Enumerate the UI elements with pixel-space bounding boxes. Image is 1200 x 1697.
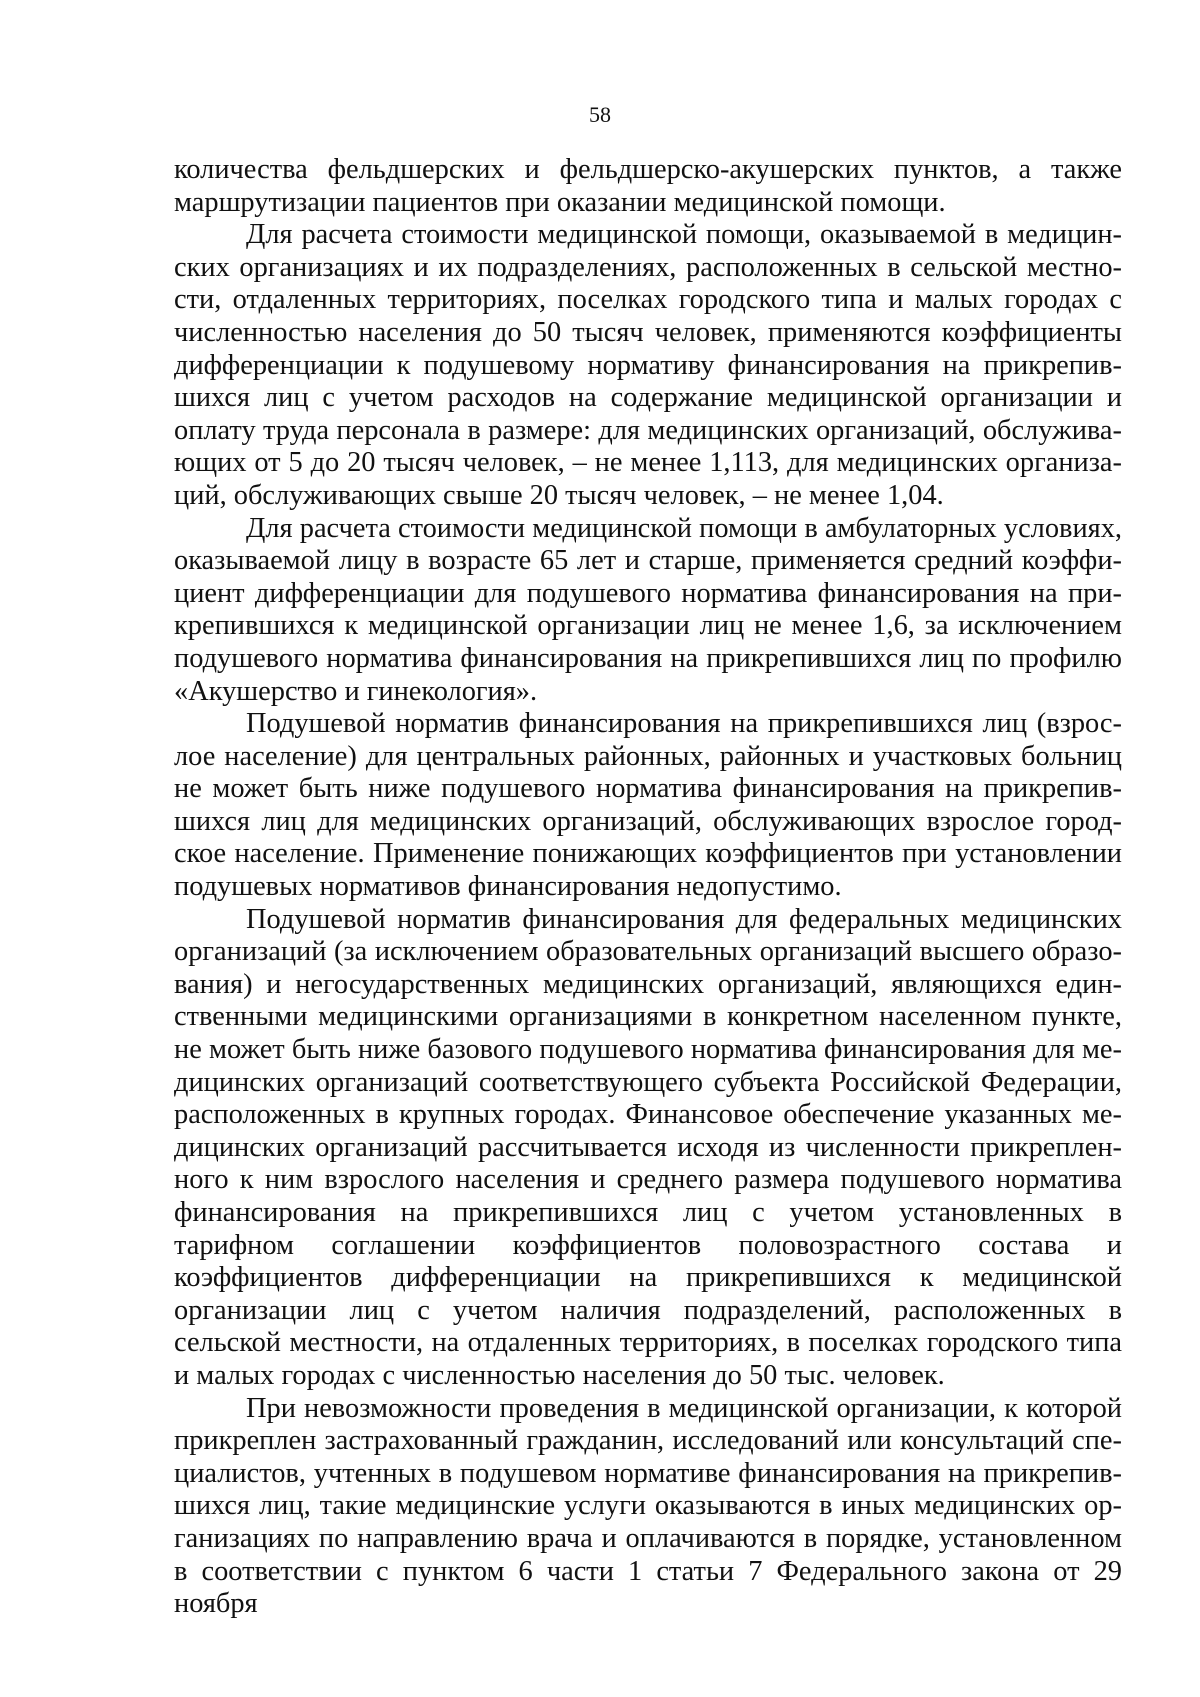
paragraph-4: Подушевой норматив финансирования на прикрепившихся лиц (взрослое население) для центральных районных, районных и участковых больниц не может быть ниже подушевого норматива финансирования на прикрепившихся лиц для медицинских организаций, обслуживающих взрослое городское население. Применение понижающих коэффициентов при установлении подушевых нормативов финансирования недопустимо. (174, 708, 1122, 903)
paragraph-6: При невозможности проведения в медицинской организации, к которой прикреплен застрахованный гражданин, исследований или консультаций специалистов, учтенных в подушевом нормативе финансирования на прикрепившихся лиц, такие медицинские услуги оказываются в иных медицинских организациях по направлению врача и оплачиваются в порядке, установленном в соответствии с пунктом 6 части 1 статьи 7 Федерального закона от 29 ноября (174, 1392, 1122, 1620)
paragraph-3: Для расчета стоимости медицинской помощи в амбулаторных условиях, оказываемой лицу в возрасте 65 лет и старше, применяется средний коэффициент дифференциации для подушевого норматива финансирования на прикрепившихся к медицинской организации лиц не менее 1,6, за исключением подушевого норматива финансирования на прикрепившихся лиц по профилю «Акушерство и гинекология». (174, 512, 1122, 707)
paragraph-2: Для расчета стоимости медицинской помощи, оказываемой в медицинских организациях и их подразделениях, расположенных в сельской местности, отдаленных территориях, поселках городского типа и малых городах с численностью населения до 50 тысяч человек, применяются коэффициенты дифференциации к подушевому нормативу финансирования на прикрепившихся лиц с учетом расходов на содержание медицинской организации и оплату труда персонала в размере: для медицинских организаций, обслуживающих от 5 до 20 тысяч человек, – не менее 1,113, для медицинских организаций, обслуживающих свыше 20 тысяч человек, – не менее 1,04. (174, 219, 1122, 511)
paragraph-1: количества фельдшерских и фельдшерско-акушерских пунктов, а также маршрутизации пациентов при оказании медицинской помощи. (174, 154, 1122, 218)
page-number: 58 (589, 102, 611, 127)
document-body (174, 154, 1122, 1621)
paragraph-5: Подушевой норматив финансирования для федеральных медицинских организаций (за исключением образовательных организаций высшего образования) и негосударственных медицинских организаций, являющихся единственными медицинскими организациями в конкретном населенном пункте, не может быть ниже базового подушевого норматива финансирования для медицинских организаций соответствующего субъекта Российской Федерации, расположенных в крупных городах. Финансовое обеспечение указанных медицинских организаций рассчитывается исходя из численности прикрепленного к ним взрослого населения и среднего размера подушевого норматива финансирования на прикрепившихся лиц с учетом установленных в тарифном соглашении коэффициентов половозрастного состава и коэффициентов дифференциации на прикрепившихся к медицинской организации лиц с учетом наличия подразделений, расположенных в сельской местности, на отдаленных территориях, в поселках городского типа и малых городах с численностью населения до 50 тыс. человек. (174, 903, 1122, 1391)
